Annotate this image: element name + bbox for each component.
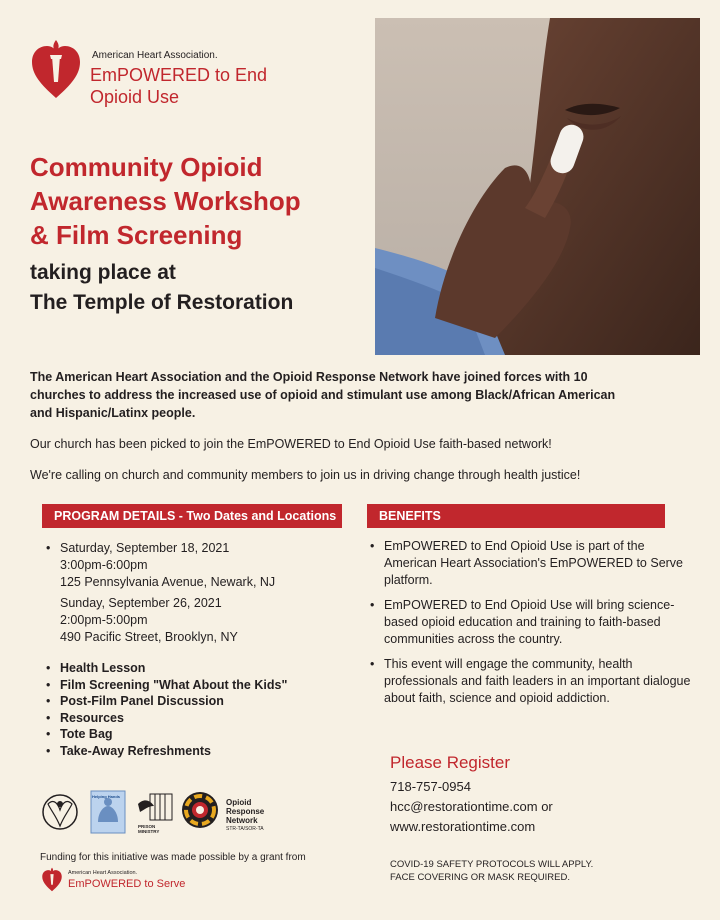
benefits-header: BENEFITS [367, 504, 665, 528]
bullet-icon: • [46, 694, 51, 709]
program-details-header: PROGRAM DETAILS - Two Dates and Locations [42, 504, 342, 528]
list-item: • This event will engage the community, health professionals and faith leaders in an important dialogue about faith, science and opioid addiction. [370, 657, 691, 705]
program-name: EmPOWERED to End Opioid Use [90, 65, 268, 107]
event-title [30, 150, 370, 318]
title-line-1: Community Opioid [30, 152, 263, 182]
list-item: • Health Lesson [46, 661, 146, 675]
register-email: hcc@restorationtime.com or [390, 799, 553, 814]
program-logo [30, 36, 290, 116]
register-heading: Please Register [390, 753, 511, 772]
event-date: Sunday, September 26, 2021 [60, 596, 222, 610]
register-website: www.restorationtime.com [390, 819, 536, 834]
funding-org: American Heart Association. [68, 870, 138, 876]
subtitle-line-2: The Temple of Restoration [30, 291, 294, 314]
bullet-icon: • [370, 657, 375, 671]
bullet-icon: • [370, 598, 375, 612]
partner-logos [40, 790, 340, 840]
program-items-list [46, 660, 356, 760]
benefits-list [370, 538, 700, 715]
prison-ministry-label: PRISON MINISTRY [138, 824, 160, 834]
compass-wheel-icon [180, 790, 220, 830]
title-line-2: Awareness Workshop [30, 186, 301, 216]
intro-text [30, 368, 620, 497]
heart-torch-icon [40, 866, 64, 892]
list-item: • EmPOWERED to End Opioid Use will bring science-based opioid education and training to faith-based communities across the country. [370, 598, 675, 646]
funding-text: Funding for this initiative was made possible by a grant from [40, 852, 306, 863]
subtitle-line-1: taking place at [30, 261, 176, 284]
event-2 [46, 595, 356, 646]
list-item: • Film Screening "What About the Kids" [46, 677, 288, 692]
prison-ministry-logo [136, 790, 174, 839]
event-dates [46, 540, 356, 650]
bullet-icon: • [46, 661, 51, 675]
title-line-3: & Film Screening [30, 220, 243, 250]
event-1 [46, 540, 356, 591]
covid-line-2: FACE COVERING OR MASK REQUIRED. [390, 872, 570, 883]
funding-logo [40, 866, 240, 894]
intro-paragraph-2: Our church has been picked to join the EmPOWERED to End Opioid Use faith-based network! [30, 437, 552, 451]
register-block [390, 752, 690, 837]
orn-label: Opioid Response Network STR-TA/SOR-TA [226, 798, 265, 832]
orn-logo [180, 790, 220, 835]
covid-notice [390, 858, 690, 884]
church-logo [40, 790, 80, 839]
register-phone: 718-757-0954 [390, 779, 471, 794]
heart-torch-icon [30, 36, 82, 100]
covid-line-1: COVID-19 SAFETY PROTOCOLS WILL APPLY. [390, 859, 594, 870]
list-item: • Tote Bag [46, 727, 113, 742]
intro-bold-paragraph: The American Heart Association and the Opioid Response Network have joined forces with 10 churches to address the increased use of opioid and stimulant use among Black/African American and Hispanic/Latinx people. [30, 370, 616, 420]
bullet-icon: • [46, 541, 51, 555]
list-item: • Post-Film Panel Discussion [46, 694, 224, 709]
intro-paragraph-3: We're calling on church and community members to join us in driving change through health justice! [30, 468, 581, 482]
helping-hands-label: Helping Hands [92, 794, 121, 799]
event-time: 3:00pm-6:00pm [60, 558, 148, 572]
event-address: 490 Pacific Street, Brooklyn, NY [60, 630, 238, 644]
bullet-icon: • [46, 677, 51, 692]
bullet-icon: • [46, 743, 51, 758]
hero-photo [375, 18, 700, 355]
event-date: Saturday, September 18, 2021 [60, 541, 230, 555]
funding-program: EmPOWERED to Serve [68, 878, 186, 890]
list-item: • Resources [46, 710, 124, 725]
aha-name: American Heart Association. [92, 50, 218, 61]
list-item: • EmPOWERED to End Opioid Use is part of the American Heart Association's EmPOWERED to Serve platform. [370, 539, 684, 587]
bullet-icon: • [370, 539, 375, 553]
bullet-icon: • [46, 710, 51, 725]
event-address: 125 Pennsylvania Avenue, Newark, NJ [60, 575, 276, 589]
event-time: 2:00pm-5:00pm [60, 613, 148, 627]
list-item: • Take-Away Refreshments [46, 743, 211, 758]
helping-hands-logo [90, 790, 126, 839]
bullet-icon: • [46, 727, 51, 742]
angel-icon [40, 790, 80, 834]
